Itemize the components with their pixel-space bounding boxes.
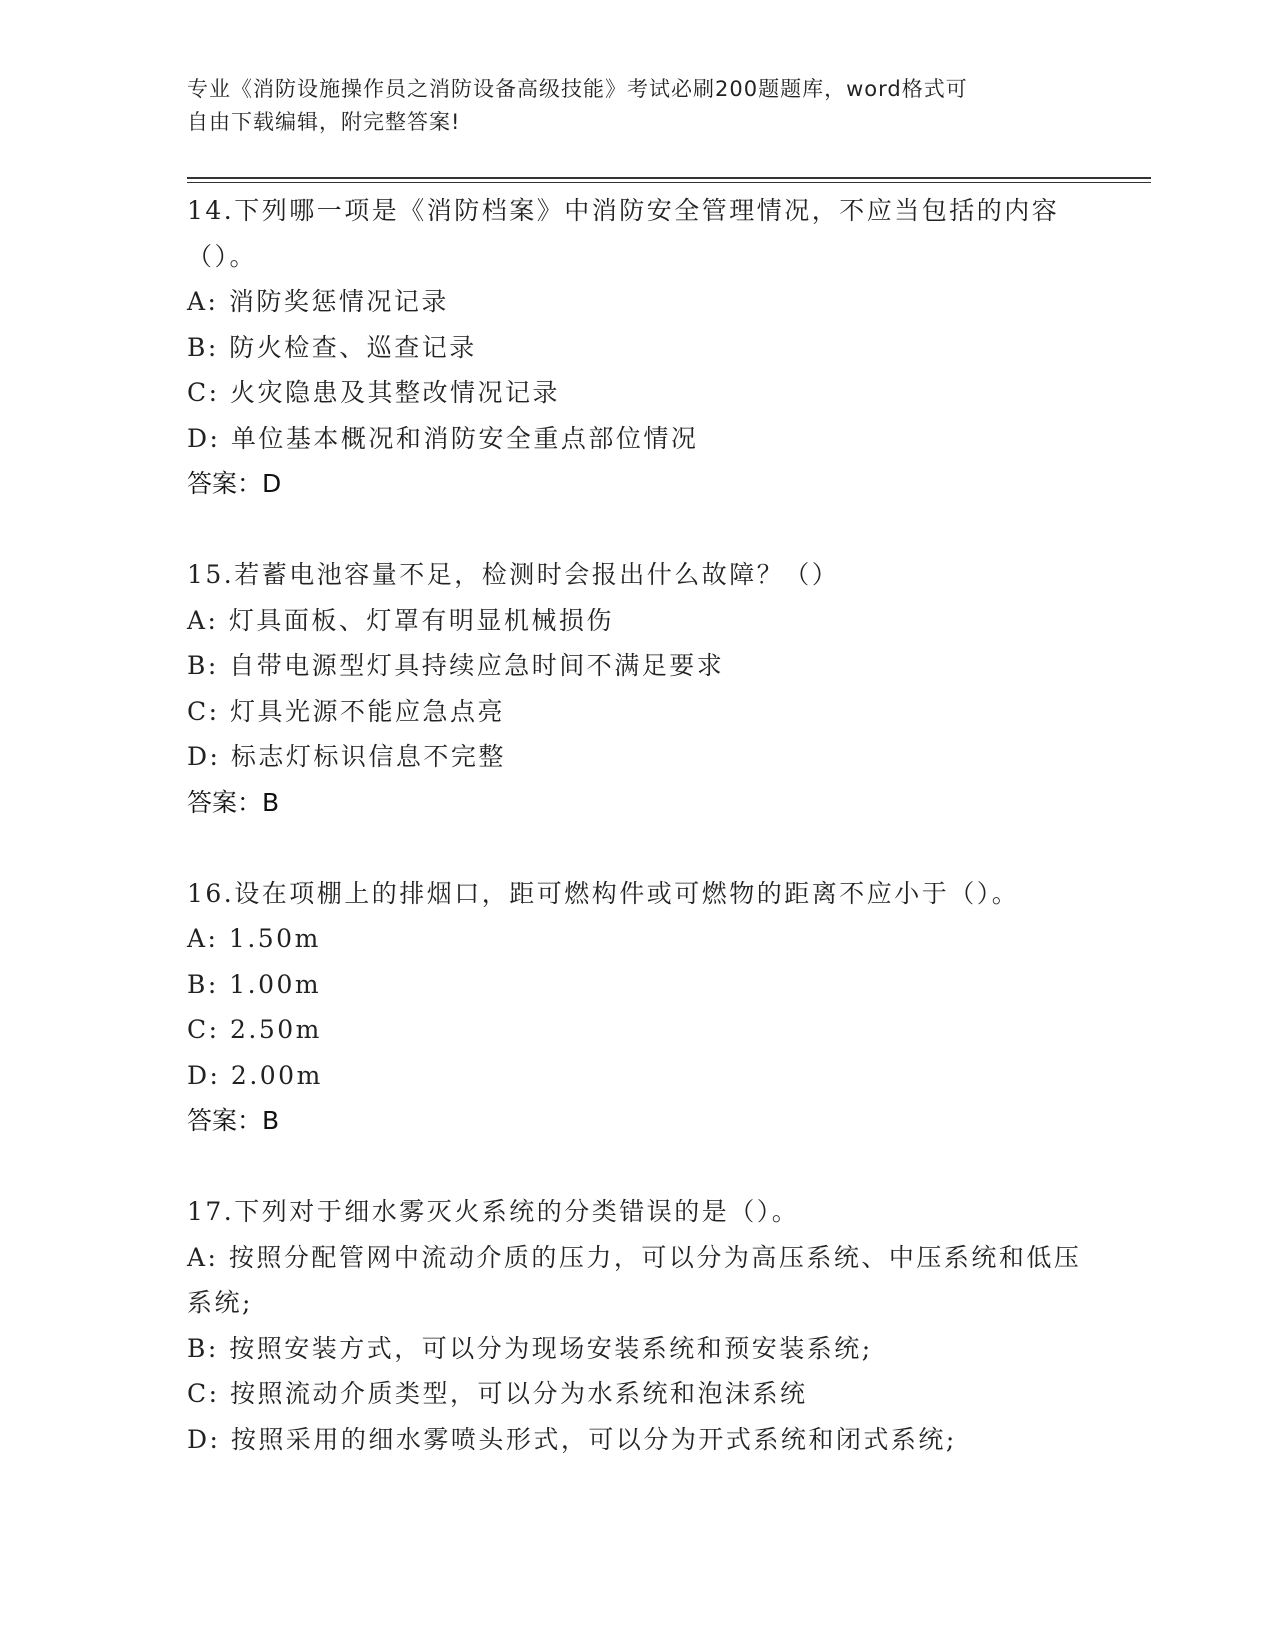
option-d: D: 按照采用的细水雾喷头形式，可以分为开式系统和闭式系统; [187,1424,957,1454]
option-c: C: 火灾隐患及其整改情况记录 [187,378,560,407]
header-divider-thin [187,182,1151,183]
option-b: B: 按照安装方式，可以分为现场安装系统和预安装系统; [187,1333,873,1363]
header-divider-thick [187,177,1151,179]
question-15 [187,552,1087,825]
option-c: C: 按照流动介质类型，可以分为水系统和泡沫系统 [187,1379,808,1408]
question-spacer [187,507,1087,553]
question-list [187,188,1087,1462]
question-14 [187,188,1087,507]
answer: 答案：B [187,1106,280,1135]
option-d: D: 单位基本概况和消防安全重点部位情况 [187,423,699,453]
question-16 [187,871,1087,1144]
header-line-1: 专业《消防设施操作员之消防设备高级技能》考试必刷200题题库，word格式可 [187,77,968,101]
document-header [187,73,1047,139]
option-c: C: 灯具光源不能应急点亮 [187,696,505,726]
question-17 [187,1189,1087,1462]
answer: 答案：D [187,469,282,498]
option-b: B: 1.00m [187,969,322,999]
option-b: B: 自带电源型灯具持续应急时间不满足要求 [187,651,725,680]
question-spacer [187,825,1087,871]
question-stem: 16.设在项棚上的排烟口，距可燃构件或可燃物的距离不应小于（）。 [187,878,1020,908]
option-b: B: 防火检查、巡查记录 [187,332,477,362]
answer: 答案：B [187,787,280,817]
option-a: A: 按照分配管网中流动介质的压力，可以分为高压系统、中压系统和低压系统; [187,1242,1082,1317]
option-a: A: 灯具面板、灯罩有明显机械损伤 [187,605,614,635]
header-line-2: 自由下载编辑，附完整答案! [187,110,461,134]
question-stem: 17.下列对于细水雾灭火系统的分类错误的是（）。 [187,1197,800,1226]
question-stem: 14.下列哪一项是《消防档案》中消防安全管理情况，不应当包括的内容（）。 [187,196,1060,271]
option-a: A: 1.50m [187,924,321,953]
option-a: A: 消防奖惩情况记录 [187,287,449,316]
question-stem: 15.若蓄电池容量不足，检测时会报出什么故障？（） [187,560,840,589]
option-c: C: 2.50m [187,1015,322,1044]
question-spacer [187,1144,1087,1190]
option-d: D: 标志灯标识信息不完整 [187,742,506,771]
option-d: D: 2.00m [187,1060,323,1090]
